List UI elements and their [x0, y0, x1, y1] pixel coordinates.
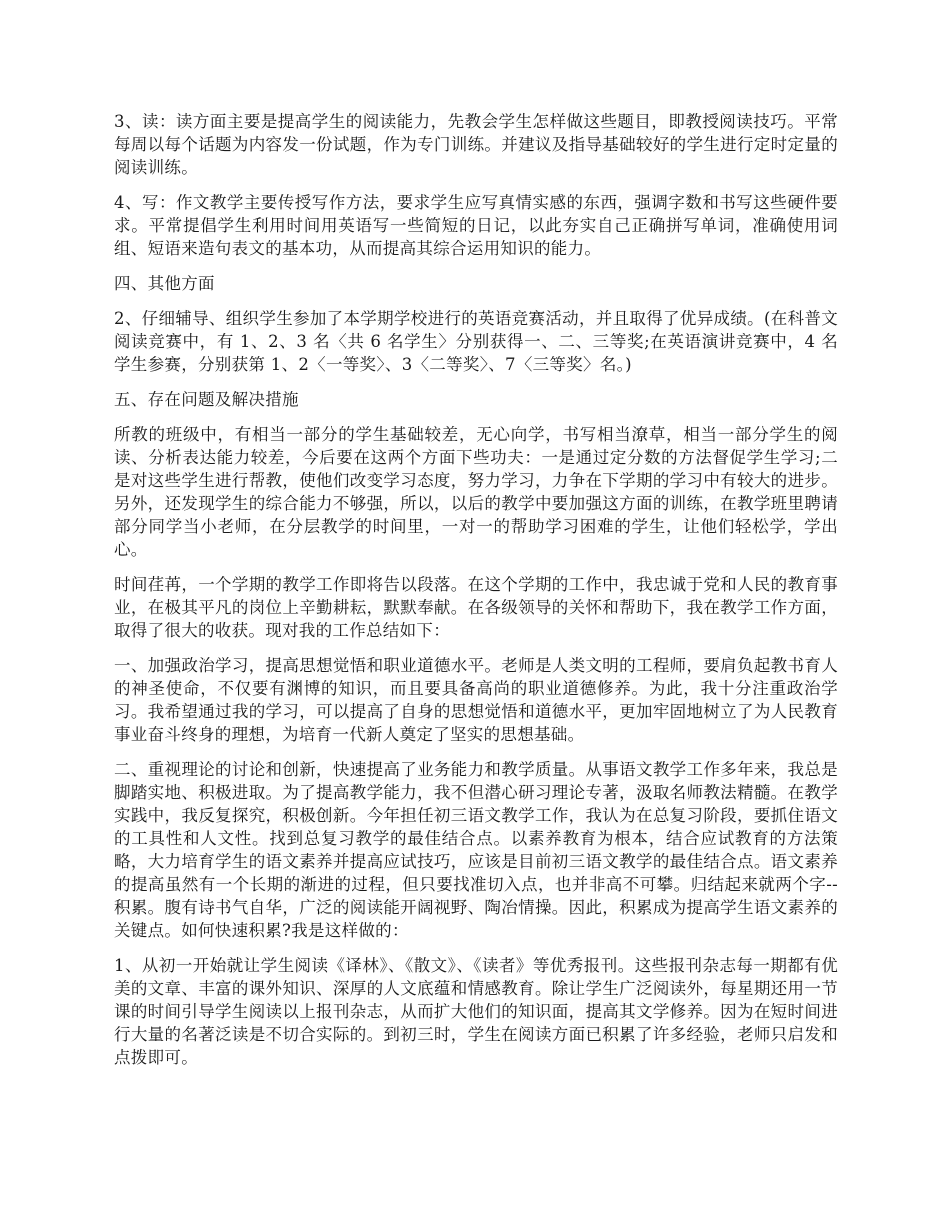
heading-problems: 五、存在问题及解决措施: [114, 390, 299, 409]
paragraph-theory-innovation: 二、重视理论的讨论和创新，快速提高了业务能力和教学质量。从事语文教学工作多年来，我总是脚踏实地、积极进取。为了提高教学能力，我不但潜心研习理论专著，汲取名师教法精髓。在教学实践中，我反复探究，积极创新。今年担任初三语文教学工作，我认为在总复习阶段，要抓住语文的工具性和人文性。找到总复习教学的最佳结合点。以素养教育为根本，结合应试教育的方法策略，大力培育学生的语文素养并提高应试技巧，应该是目前初三语文教学的最佳结合点。语文素养的提高虽然有一个长期的渐进的过程，但只要找准切入点，也并非高不可攀。归结起来就两个字--积累。腹有诗书气自华，广泛的阅读能开阔视野、陶冶情操。因此，积累成为提高学生语文素养的关键点。如何快速积累?我是这样做的：: [114, 760, 838, 940]
document-body: [114, 110, 838, 1081]
paragraph-writing: 4、写：作文教学主要传授写作方法，要求学生应写真情实感的东西，强调字数和书写这些硬件要求。平常提倡学生利用时间用英语写一些简短的日记，以此夯实自己正确拼写单词，准确使用词组、短语来造句表文的基本功，从而提高其综合运用知识的能力。: [114, 193, 838, 258]
paragraph-reading-habits: 1、从初一开始就让学生阅读《译林》、《散文》、《读者》等优秀报刊。这些报刊杂志每一期都有优美的文章、丰富的课外知识、深厚的人文底蕴和情感教育。除让学生广泛阅读外，每星期还用一节课的时间引导学生阅读以上报刊杂志，从而扩大他们的知识面，提高其文学修养。因为在短时间进行大量的名著泛读是不切合实际的。到初三时，学生在阅读方面已积累了许多经验，老师只启发和点拨即可。: [114, 956, 838, 1067]
paragraph-summary-intro: 时间荏苒，一个学期的教学工作即将告以段落。在这个学期的工作中，我忠诚于党和人民的教育事业，在极其平凡的岗位上辛勤耕耘，默默奉献。在各级领导的关怀和帮助下，我在教学工作方面，取得了很大的收获。现对我的工作总结如下：: [114, 575, 838, 640]
paragraph-competition: 2、仔细辅导、组织学生参加了本学期学校进行的英语竞赛活动，并且取得了优异成绩。(在科普文阅读竞赛中，有 1、2、3 名〈共 6 名学生〉分别获得一、二、三等奖;在英语演讲竞赛中，4 名学生参赛，分别获第 1、2〈一等奖〉、3〈二等奖〉、7〈三等奖〉名。): [114, 309, 838, 374]
paragraph-problems: 所教的班级中，有相当一部分的学生基础较差，无心向学，书写相当潦草，相当一部分学生的阅读、分析表达能力较差，今后要在这两个方面下些功夫：一是通过定分数的方法督促学生学习;二是对这些学生进行帮教，使他们改变学习态度，努力学习，力争在下学期的学习中有较大的进步。另外，还发现学生的综合能力不够强，所以，以后的教学中要加强这方面的训练，在教学班里聘请部分同学当小老师，在分层教学的时间里，一对一的帮助学习困难的学生，让他们轻松学，学出心。: [114, 425, 838, 559]
paragraph-political-study: 一、加强政治学习，提高思想觉悟和职业道德水平。老师是人类文明的工程师，要肩负起教书育人的神圣使命，不仅要有渊博的知识，而且要具备高尚的职业道德修养。为此，我十分注重政治学习。我希望通过我的学习，可以提高了自身的思想觉悟和道德水平，更加牢固地树立了为人民教育事业奋斗终身的理想，为培育一代新人奠定了坚实的思想基础。: [114, 656, 838, 744]
paragraph-reading: 3、读：读方面主要是提高学生的阅读能力，先教会学生怎样做这些题目，即教授阅读技巧。平常每周以每个话题为内容发一份试题，作为专门训练。并建议及指导基础较好的学生进行定时定量的阅读训练。: [114, 112, 838, 177]
heading-other-aspects: 四、其他方面: [114, 274, 215, 293]
